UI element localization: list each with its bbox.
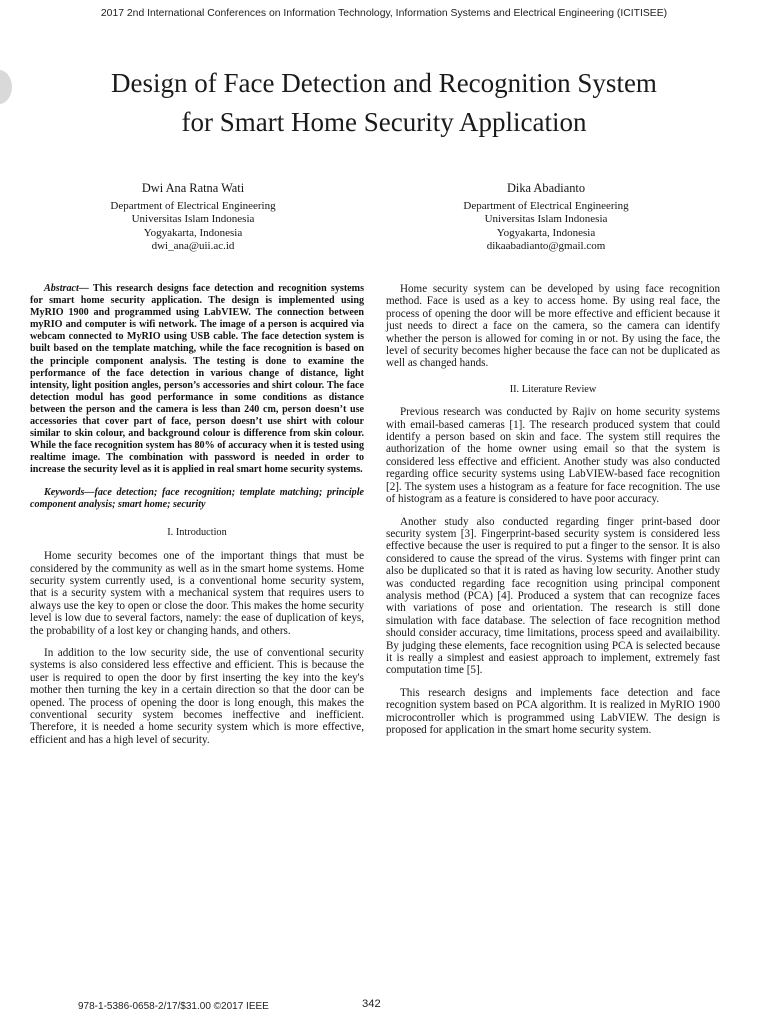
footer-copyright: 978-1-5386-0658-2/17/$31.00 ©2017 IEEE <box>78 1001 269 1012</box>
page-edge-mark <box>0 70 12 104</box>
left-column <box>30 283 364 746</box>
literature-review-paragraph: Another study also conducted regarding finger print-based door security system [3]. Fingerprint-based security system is considered less effective because the user is required to put a finger to the sensor. It is also considered to cause the spread of the virus. Systems with finger print can also be duplicated so that it is rated as having low security. Another study was conducted regarding face recognition using principal component analysis method (PCA) [4]. Produced a system that can recognize faces with variations of pose and orientation. The research is still done simulation with face database. The selection of face recognition method should consider accuracy, time limitations, process speed and availaibility. By judging these elements, face recognition using PCA is selected because it is really a simplest and easiest approach to implement, extremely fast computation time [5]. <box>386 515 720 677</box>
paper-title-line-2: for Smart Home Security Application <box>181 107 587 137</box>
author-block-1 <box>43 181 343 253</box>
section-heading-literature-review: II. Literature Review <box>509 383 597 395</box>
abstract-lead: Abstract— <box>44 283 89 294</box>
literature-review-paragraph: This research designs and implements face detection and face recognition system based on PCA algorithm. It is realized in MyRIO 1900 microcontroller which is programmed using LabVIEW. The design is proposed for application in the smart home security system. <box>386 686 720 736</box>
author-department: Department of Electrical Engineering <box>463 200 629 212</box>
author-block-2 <box>396 181 696 253</box>
author-university: Universitas Islam Indonesia <box>131 213 255 226</box>
author-city: Yogyakarta, Indonesia <box>143 226 243 239</box>
author-name: Dwi Ana Ratna Wati <box>141 181 245 195</box>
author-city: Yogyakarta, Indonesia <box>496 226 596 239</box>
paper-title-line-1: Design of Face Detection and Recognition System <box>111 68 657 98</box>
page-number: 342 <box>362 998 381 1010</box>
keywords: Keywords—face detection; face recognition; template matching; principle component analysis; smart home; security <box>30 486 364 510</box>
author-university: Universitas Islam Indonesia <box>484 213 608 226</box>
introduction-paragraph: Home security system can be developed by using face recognition method. Face is used as a key to access home. By using real face, the process of opening the door will be more effective and efficient because it just needs to direct a face on the camera, so the camera can identify whether the person is allowed for coming in or not. By using the face, the level of security becomes higher because the face can not be duplicated as well as changed hands. <box>386 283 720 370</box>
author-name: Dika Abadianto <box>506 181 586 195</box>
author-department: Department of Electrical Engineering <box>110 200 276 212</box>
abstract <box>30 283 364 477</box>
author-email: dikaabadianto@gmail.com <box>486 239 606 252</box>
section-heading-introduction: I. Introduction <box>167 526 227 538</box>
conference-header: 2017 2nd International Conferences on Information Technology, Information Systems and Electrical Engineering (ICITISEE) <box>100 8 668 19</box>
literature-review-paragraph: Previous research was conducted by Rajiv on home security systems with email-based cameras [1]. The research produced system that could identify a person based on skin and face. The system still requires the authorization of the home owner using email so that the system is considered less effective and efficient. Another study was also conducted regarding office security systems using LabVIEW-based face recognition [2]. The system uses a histogram as a feature for face recognition. The use of histogram as a feature is considered to have poor accuracy. <box>386 406 720 506</box>
introduction-paragraph: Home security becomes one of the important things that must be considered by the community as well as in the smart home systems. Home security system currently used, is a conventional home security system, that is a security system with a mechanical system that requires users to always use the key to open or close the door. This makes the home security level is low due to several factors, namely: the ease of duplication of keys, the probability of a lost key or changing hands, and others. <box>30 550 364 637</box>
introduction-paragraph: In addition to the low security side, the use of conventional security systems is also considered less effective and efficient. This is because the user is required to open the door by first inserting the key into the key's mother then turning the key in a certain direction so that the door can be opened. The process of opening the door is long enough, this makes the conventional security system becomes ineffective and inefficient. Therefore, it is needed a home security system which is more effective, efficient and has a high level of security. <box>30 646 364 746</box>
author-email: dwi_ana@uii.ac.id <box>151 239 235 252</box>
right-column <box>386 283 720 736</box>
paper-title <box>20 64 748 142</box>
abstract-text: This research designs face detection and recognition systems for smart home security application. The design is implemented using MyRIO 1900 and programmed using LabVIEW. The connection between myRIO and computer is wifi network. The image of a person is acquired via webcam connected to MyRIO using USB cable. The face detection system is built based on the template matching, while the face recognition is based on the principle component analysis. The testing is done to examine the performance of the face detection in various change of distance, light intensity, light position angles, person’s accessories and shirt colour. The face detection modul has good performance in some conditions as distance between the person and the camera is less than 240 cm, person doesn’t use accessories that cover part of face, person doesn’t use shirt with colour similar to skin colour, and background colour is difference from skin colour. While the face recognition system has 80% of accuracy when it is tested using realtime image. The combination with password is needed in order to increase the security level as it is applied in real smart home security systems. <box>30 283 364 476</box>
